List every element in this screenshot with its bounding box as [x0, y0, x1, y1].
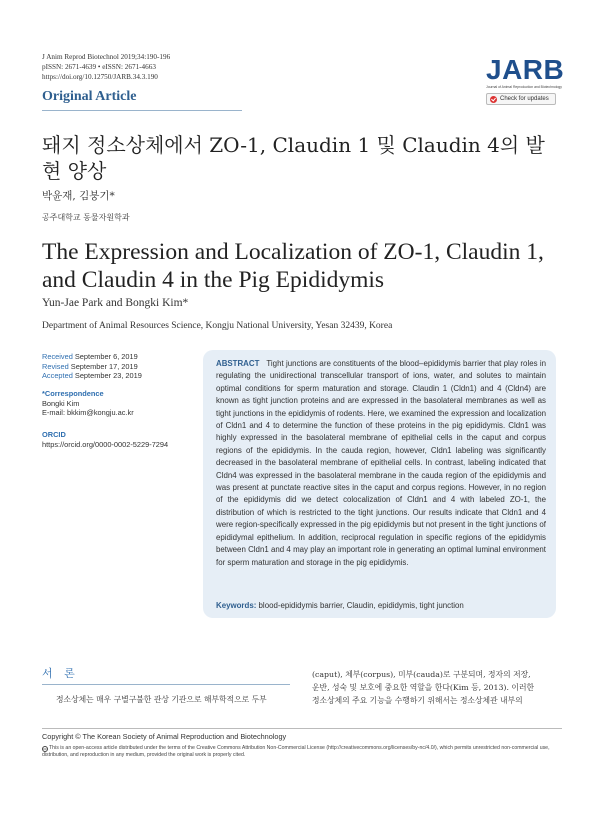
orcid-link[interactable]: https://orcid.org/0000-0002-5229-7294: [42, 440, 169, 449]
intro-right-line: 운반, 성숙 및 보호에 중요한 역할을 한다(Kim 등, 2013). 이러한: [312, 683, 535, 692]
article-type: Original Article: [42, 89, 137, 104]
intro-right-line: 정소상체의 주요 기능을 수행하기 위해서는 정소상체관 내부의: [312, 696, 523, 705]
intro-left-column: 정소상체는 매우 구별구불한 관상 기관으로 해부학적으로 두부: [56, 695, 267, 704]
journal-issn: pISSN: 2671-4639 • eISSN: 2671-4663: [42, 63, 156, 71]
intro-divider: [42, 684, 290, 685]
authors-english: Yun-Jae Park and Bongki Kim*: [42, 297, 189, 309]
logo-text: JARB: [486, 54, 565, 85]
intro-heading: 서 론: [42, 667, 79, 680]
license-text: [42, 745, 562, 759]
creative-commons-icon: cc: [43, 747, 47, 751]
accepted-date: Accepted September 23, 2019: [42, 371, 142, 381]
intro-right-column: [312, 668, 562, 707]
abstract-label: ABSTRACT: [216, 359, 260, 368]
footer-divider: [42, 728, 562, 729]
abstract-body: Tight junctions are constituents of the blood–epididymis barrier that play roles in regulating the unidirectional transcellular transport of ions, water, and solutes to maintain optimal conditions for sperm maturation and storage. Claudin 1 (Cldn1) and 4 (Cldn4) are known as tight junction proteins and are expressed in the basolateral membranes as well as tight junctions in the epididymis of rodents. Here, we examined the expression and localization of Cldn1 and 4 to determine the function of these proteins in the pig epididymis. Cldn1 was highly expressed in the basolateral membrane of epithelial cells in the caput and corpus regions of the epididymis. In the cauda region, however, Cldn1 labeling was significantly decreased in the basolateral membrane of epithelial cells. In contrast, labeling indicated that Cldn4 was expressed in the basolateral membrane in the cauda region of the epididymis and was present at punctate reactive sites in the caput and corpus regions. However, in no region of the epididymis did we detect colocalization of Cldn1 and 4 with labeled ZO-1, the distribution of which is restricted to the tight junctions. Our results indicate that Cldn1 and 4 were region-specifically expressed in the pig epididymis but not present in the tight junctions of epididymal epithelium. In addition, reciprocal regulation in specific regions of the epididymis between Cldn1 and 4 may play an important role in generating an optimal luminal environment for sperm maturation and storage in the pig epididymis.: [216, 359, 546, 567]
keywords-label: Keywords:: [216, 601, 257, 610]
title-korean: 돼지 정소상체에서 ZO-1, Claudin 1 및 Claudin 4의 발현 양상: [42, 133, 545, 183]
correspondence-name: Bongki Kim: [42, 399, 80, 408]
copyright: Copyright © The Korean Society of Animal Reproduction and Biotechnology: [42, 732, 287, 741]
logo-subtitle: Journal of Animal Reproduction and Biotechnology: [486, 85, 562, 89]
correspondence-email[interactable]: E-mail: bkkim@kongju.ac.kr: [42, 408, 134, 418]
check-updates-label: Check for updates: [500, 96, 549, 102]
keywords-text: blood-epididymis barrier, Claudin, epididymis, tight junction: [258, 601, 464, 610]
revised-date: Revised September 17, 2019: [42, 361, 138, 371]
journal-meta: [42, 52, 170, 82]
received-date: Received September 6, 2019: [42, 352, 138, 361]
journal-logo: [486, 54, 565, 105]
license-body: This is an open-access article distributed under the terms of the Creative Commons Attribution Non-Commercial License (http://creativecommons.org/licenses/by-nc/4.0/), which permits unrestricted non-commercial use, distribution, and reproduction in any medium, provided the original work is properly cited.: [42, 745, 550, 758]
check-updates-icon: [490, 96, 497, 103]
authors-korean: 박윤재, 김붕기*: [42, 190, 115, 202]
journal-citation: J Anim Reprod Biotechnol 2019;34:190-196: [42, 53, 171, 61]
title-english: The Expression and Localization of ZO-1, Claudin 1, and Claudin 4 in the Pig Epididymis: [42, 239, 544, 293]
affiliation-korean: 공주대학교 동물자원학과: [42, 213, 130, 222]
check-for-updates-button[interactable]: [486, 93, 556, 105]
correspondence-info: [42, 399, 134, 418]
orcid-label: ORCID: [42, 430, 66, 439]
intro-right-line: (caput), 체부(corpus), 미부(cauda)로 구분되며, 정자의 저장,: [312, 670, 531, 679]
abstract: [216, 358, 546, 569]
header-divider: [42, 110, 242, 111]
correspondence-label: *Correspondence: [42, 389, 104, 398]
affiliation-english: Department of Animal Resources Science, Kongju National University, Yesan 32439, Korea: [42, 321, 393, 331]
keywords: [216, 601, 546, 610]
journal-doi-link[interactable]: https://doi.org/10.12750/JARB.34.3.190: [42, 73, 158, 81]
article-dates: [42, 352, 142, 381]
